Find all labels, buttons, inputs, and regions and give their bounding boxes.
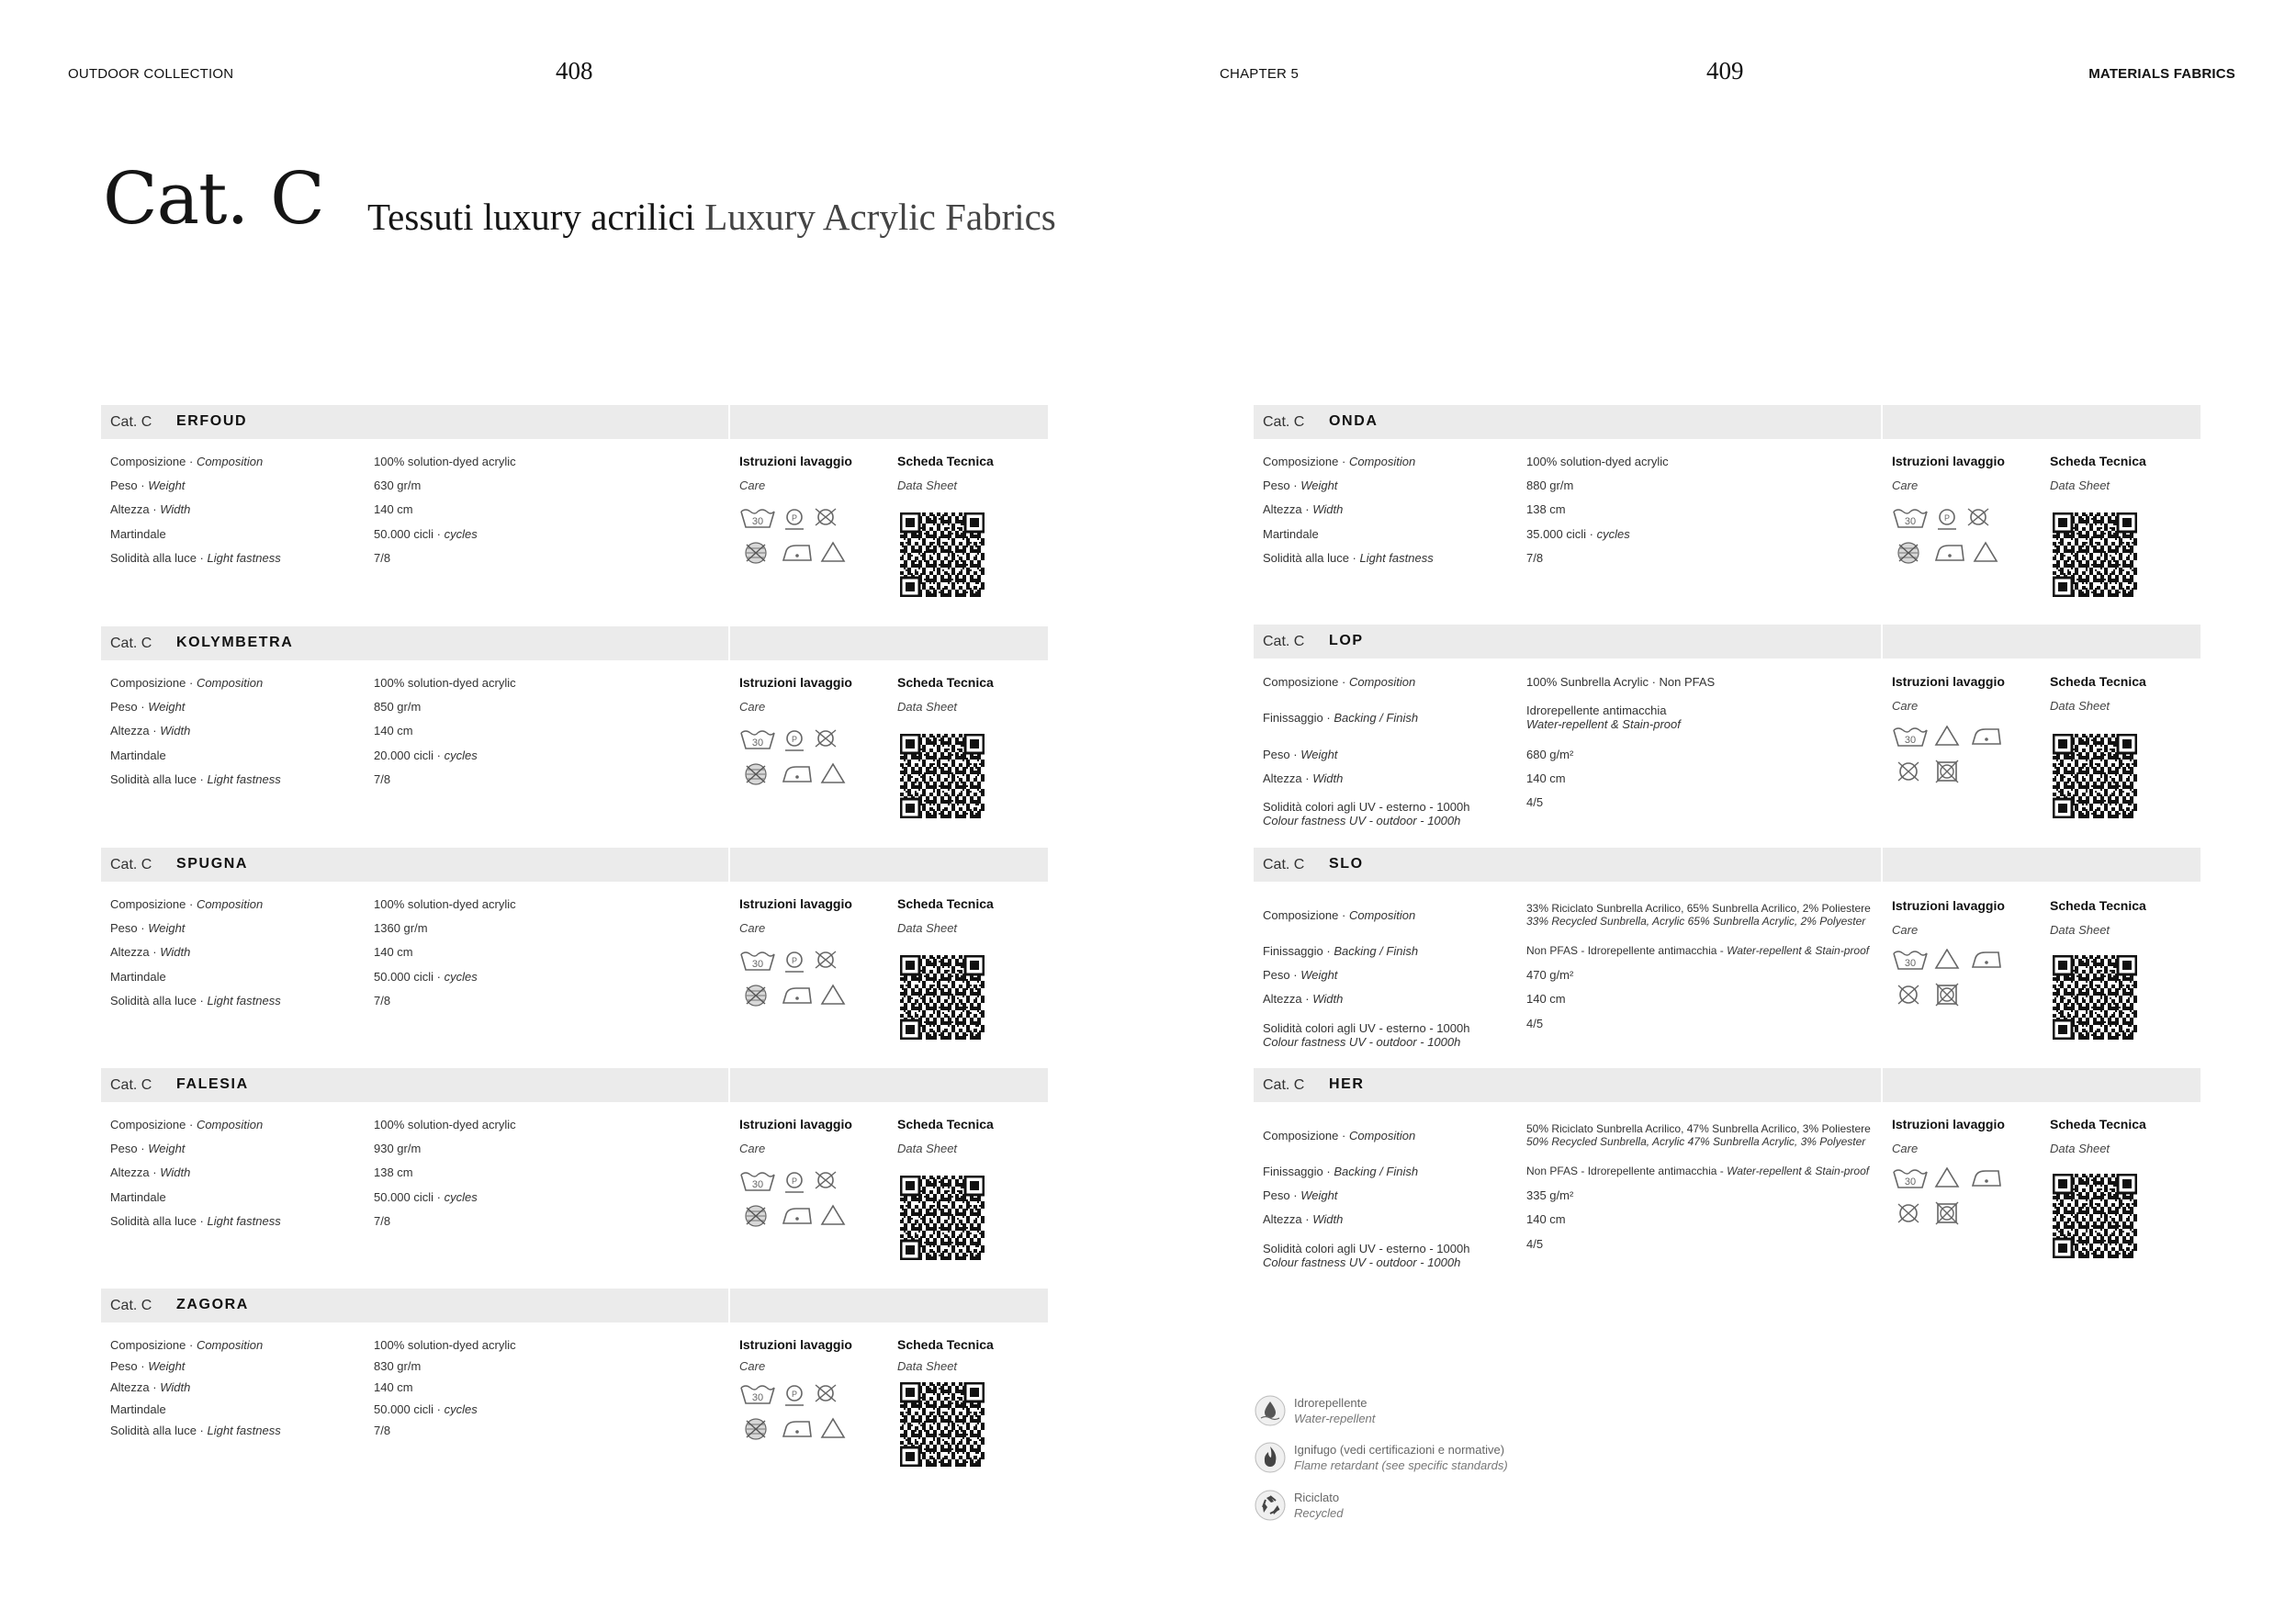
data-sheet-subtitle: Data Sheet [2050, 699, 2110, 713]
data-sheet-title: Scheda Tecnica [2050, 674, 2146, 689]
care-title: Istruzioni lavaggio [739, 1117, 852, 1131]
data-sheet-subtitle: Data Sheet [2050, 923, 2110, 937]
value-weight: 830 gr/m [374, 1359, 422, 1373]
fabric-category: Cat. C [110, 1077, 152, 1093]
svg-text:P: P [791, 735, 798, 744]
data-sheet-subtitle: Data Sheet [897, 1142, 958, 1155]
value-martindale: 50.000 cicli · cycles [374, 1402, 478, 1416]
label-weight: Peso · Weight [110, 1359, 186, 1373]
value-martindale: 35.000 cicli · cycles [1526, 527, 1630, 541]
label-weight: Peso · Weight [1263, 748, 1338, 761]
value-finish: Non PFAS - Idrorepellente antimacchia - Water-repellent & Stain-proof [1526, 944, 1870, 957]
value-weight: 850 gr/m [374, 700, 422, 714]
bleach-allowed-icon [822, 1206, 844, 1224]
svg-text:P: P [791, 1390, 798, 1399]
iron-low-icon [1973, 952, 2000, 967]
legend-item-water-repellent: Idrorepellente Water-repellent [1254, 1394, 1566, 1435]
label-composition: Composizione · Composition [1263, 1129, 1416, 1143]
fabric-header-bar [101, 405, 1048, 439]
subtitle-english: Luxury Acrylic Fabrics [704, 196, 1056, 238]
fabric-category: Cat. C [110, 857, 152, 872]
value-light-fastness: 7/8 [374, 994, 391, 1007]
care-subtitle: Care [1892, 478, 1919, 492]
svg-text:30: 30 [1904, 735, 1917, 746]
bleach-allowed-icon [1936, 1168, 1958, 1187]
dry-clean-p-icon [785, 1386, 804, 1405]
value-composition: 100% solution-dyed acrylic [1526, 455, 1669, 468]
legend-item-recycled: Riciclato Recycled [1254, 1489, 1566, 1529]
label-finish: Finissaggio · Backing / Finish [1263, 711, 1419, 725]
do-not-bleach-icon [1898, 543, 1919, 563]
do-not-tumble-dry-icon [1898, 985, 1919, 1004]
care-subtitle: Care [739, 700, 766, 714]
do-not-tumble-dry-icon [1898, 1204, 1919, 1222]
data-sheet-subtitle: Data Sheet [2050, 478, 2110, 492]
page-number-left: 408 [556, 57, 593, 84]
care-icons [1892, 726, 2011, 786]
wash-30-icon [1894, 510, 1927, 527]
page-title: Cat. C [103, 158, 324, 241]
data-sheet-title: Scheda Tecnica [2050, 898, 2146, 913]
care-subtitle: Care [1892, 923, 1919, 937]
value-composition: 100% solution-dyed acrylic [374, 1338, 516, 1352]
fabric-header-bar [1254, 848, 2200, 882]
fabric-name: ONDA [1329, 413, 1379, 429]
do-not-bleach-icon [746, 764, 766, 784]
value-uv-fastness: 4/5 [1526, 1017, 1544, 1030]
svg-text:P: P [791, 956, 798, 965]
value-martindale: 50.000 cicli · cycles [374, 970, 478, 984]
fabric-header-bar [1254, 625, 2200, 659]
care-icons [739, 507, 859, 568]
label-width: Altezza · Width [1263, 992, 1344, 1006]
label-width: Altezza · Width [110, 1165, 191, 1179]
fabric-name: FALESIA [176, 1076, 249, 1092]
label-martindale: Martindale [110, 1402, 166, 1416]
value-light-fastness: 7/8 [374, 1214, 391, 1228]
qr-code[interactable] [2053, 955, 2137, 1040]
label-light-fastness: Solidità alla luce · Light fastness [1263, 551, 1434, 565]
label-martindale: Martindale [110, 1190, 166, 1204]
value-uv-fastness: 4/5 [1526, 795, 1544, 809]
data-sheet-title: Scheda Tecnica [897, 896, 994, 911]
label-weight: Peso · Weight [1263, 478, 1338, 492]
value-composition: 100% solution-dyed acrylic [374, 897, 516, 911]
data-sheet-title: Scheda Tecnica [897, 1117, 994, 1131]
do-not-tumble-dry-icon [1898, 762, 1919, 781]
iron-low-icon [1936, 546, 1964, 560]
wash-30-icon [741, 731, 774, 749]
svg-text:30: 30 [751, 737, 764, 749]
wash-30-icon [1894, 728, 1927, 746]
value-width: 138 cm [374, 1165, 413, 1179]
care-icons [1892, 1167, 2011, 1228]
value-width: 140 cm [374, 502, 413, 516]
dry-clean-p-icon [785, 952, 804, 972]
recycle-icon [1254, 1489, 1287, 1522]
label-weight: Peso · Weight [110, 921, 186, 935]
wash-30-icon [1894, 1170, 1927, 1188]
fabric-card-onda [1254, 405, 2200, 607]
data-sheet-subtitle: Data Sheet [897, 921, 958, 935]
value-weight: 1360 gr/m [374, 921, 428, 935]
value-composition: 50% Riciclato Sunbrella Acrilico, 47% Sunbrella Acrilico, 3% Poliestere 50% Recycled Sunbrella, Acrylic 47% Sunbrella Acrylic, 3% Polyester [1526, 1122, 1871, 1148]
care-title: Istruzioni lavaggio [1892, 898, 2005, 913]
label-uv-fastness: Solidità colori agli UV - esterno - 1000h Colour fastness UV - outdoor - 1000h [1263, 800, 1470, 827]
page-number-right: 409 [1706, 57, 1744, 84]
fabric-card-kolymbetra [101, 626, 1048, 828]
iron-low-icon [1973, 729, 2000, 744]
do-not-tumble-dry-icon [816, 951, 836, 968]
value-light-fastness: 7/8 [374, 1424, 391, 1437]
value-weight: 630 gr/m [374, 478, 422, 492]
label-martindale: Martindale [110, 749, 166, 762]
svg-text:30: 30 [751, 1392, 764, 1403]
label-composition: Composizione · Composition [110, 676, 264, 690]
data-sheet-title: Scheda Tecnica [897, 1337, 994, 1352]
label-width: Altezza · Width [110, 1380, 191, 1394]
value-width: 140 cm [1526, 771, 1566, 785]
label-finish: Finissaggio · Backing / Finish [1263, 944, 1419, 958]
label-weight: Peso · Weight [110, 478, 186, 492]
wash-30-icon [741, 510, 774, 527]
label-light-fastness: Solidità alla luce · Light fastness [110, 994, 281, 1007]
care-subtitle: Care [739, 1142, 766, 1155]
fabric-header-bar [1254, 1068, 2200, 1102]
bleach-allowed-icon [1975, 543, 1997, 561]
care-icons [739, 1383, 859, 1444]
data-sheet-title: Scheda Tecnica [2050, 454, 2146, 468]
label-weight: Peso · Weight [1263, 1188, 1338, 1202]
label-composition: Composizione · Composition [110, 455, 264, 468]
qr-code[interactable] [900, 512, 985, 597]
value-finish: Idrorepellente antimacchia Water-repellent & Stain-proof [1526, 704, 1681, 731]
label-composition: Composizione · Composition [110, 1118, 264, 1131]
label-width: Altezza · Width [110, 945, 191, 959]
wash-30-icon [741, 952, 774, 970]
care-title: Istruzioni lavaggio [1892, 1117, 2005, 1131]
svg-text:P: P [791, 1176, 798, 1186]
bleach-allowed-icon [822, 764, 844, 782]
label-light-fastness: Solidità alla luce · Light fastness [110, 772, 281, 786]
fabric-card-lop [1254, 625, 2200, 836]
do-not-tumble-dry-icon [816, 1385, 836, 1401]
do-not-tumble-dry-icon [1968, 509, 1988, 525]
dry-clean-p-icon [785, 510, 804, 529]
care-title: Istruzioni lavaggio [739, 896, 852, 911]
label-martindale: Martindale [1263, 527, 1319, 541]
svg-text:P: P [791, 513, 798, 523]
label-composition: Composizione · Composition [110, 897, 264, 911]
fabric-card-her [1254, 1068, 2200, 1279]
value-width: 140 cm [374, 1380, 413, 1394]
qr-code[interactable] [900, 1176, 985, 1260]
water-drop-icon [1254, 1394, 1287, 1427]
do-not-tumble-dry-icon [816, 509, 836, 525]
do-not-dry-clean-icon [1936, 984, 1958, 1006]
label-finish: Finissaggio · Backing / Finish [1263, 1165, 1419, 1178]
qr-code[interactable] [2053, 734, 2137, 818]
data-sheet-title: Scheda Tecnica [897, 675, 994, 690]
svg-text:30: 30 [751, 959, 764, 970]
value-width: 140 cm [1526, 1212, 1566, 1226]
value-width: 140 cm [374, 945, 413, 959]
do-not-bleach-icon [746, 985, 766, 1006]
wash-30-icon [741, 1173, 774, 1190]
data-sheet-title: Scheda Tecnica [2050, 1117, 2146, 1131]
label-width: Altezza · Width [110, 502, 191, 516]
value-weight: 470 g/m² [1526, 968, 1574, 982]
iron-low-icon [783, 767, 811, 782]
do-not-dry-clean-icon [1936, 1202, 1958, 1224]
do-not-bleach-icon [746, 1206, 766, 1226]
value-width: 140 cm [374, 724, 413, 737]
value-width: 138 cm [1526, 502, 1566, 516]
fabric-name: ZAGORA [176, 1297, 249, 1312]
care-icons [739, 728, 859, 789]
value-martindale: 20.000 cicli · cycles [374, 749, 478, 762]
qr-code[interactable] [2053, 512, 2137, 597]
label-uv-fastness: Solidità colori agli UV - esterno - 1000h Colour fastness UV - outdoor - 1000h [1263, 1242, 1470, 1269]
svg-text:30: 30 [1904, 1176, 1917, 1188]
bleach-allowed-icon [822, 1419, 844, 1437]
data-sheet-title: Scheda Tecnica [897, 454, 994, 468]
fabric-name: SLO [1329, 856, 1364, 872]
svg-text:30: 30 [751, 1179, 764, 1190]
fabric-card-erfoud [101, 405, 1048, 607]
fabric-category: Cat. C [1263, 1077, 1305, 1093]
qr-code[interactable] [900, 1382, 985, 1467]
dry-clean-p-icon [785, 731, 804, 750]
label-width: Altezza · Width [110, 724, 191, 737]
care-title: Istruzioni lavaggio [1892, 674, 2005, 689]
fabric-category: Cat. C [1263, 414, 1305, 430]
care-subtitle: Care [1892, 699, 1919, 713]
dry-clean-p-icon [1938, 510, 1956, 529]
header-section-right: MATERIALS FABRICS [2088, 66, 2235, 82]
value-weight: 335 g/m² [1526, 1188, 1574, 1202]
fabric-category: Cat. C [1263, 857, 1305, 872]
wash-30-icon [741, 1386, 774, 1403]
care-title: Istruzioni lavaggio [1892, 454, 2005, 468]
value-light-fastness: 7/8 [374, 772, 391, 786]
value-composition: 100% solution-dyed acrylic [374, 676, 516, 690]
qr-code[interactable] [900, 955, 985, 1040]
fabric-header-bar [101, 1068, 1048, 1102]
value-light-fastness: 7/8 [374, 551, 391, 565]
label-light-fastness: Solidità alla luce · Light fastness [110, 551, 281, 565]
value-finish: Non PFAS - Idrorepellente antimacchia - Water-repellent & Stain-proof [1526, 1165, 1870, 1177]
data-sheet-subtitle: Data Sheet [897, 1359, 958, 1373]
care-title: Istruzioni lavaggio [739, 454, 852, 468]
iron-low-icon [783, 1209, 811, 1223]
care-subtitle: Care [739, 478, 766, 492]
data-sheet-subtitle: Data Sheet [897, 478, 958, 492]
fabric-name: HER [1329, 1076, 1365, 1092]
page-subtitle [367, 195, 1056, 239]
iron-low-icon [783, 988, 811, 1003]
care-icons [739, 950, 859, 1010]
do-not-tumble-dry-icon [816, 730, 836, 747]
care-icons [1892, 507, 2011, 568]
bleach-allowed-icon [822, 985, 844, 1004]
dry-clean-p-icon [785, 1173, 804, 1192]
iron-low-icon [1973, 1171, 2000, 1186]
value-weight: 880 gr/m [1526, 478, 1574, 492]
label-composition: Composizione · Composition [110, 1338, 264, 1352]
fabric-card-slo [1254, 848, 2200, 1059]
do-not-bleach-icon [746, 543, 766, 563]
label-uv-fastness: Solidità colori agli UV - esterno - 1000h Colour fastness UV - outdoor - 1000h [1263, 1021, 1470, 1049]
qr-code[interactable] [2053, 1174, 2137, 1258]
fabric-header-bar [1254, 405, 2200, 439]
label-composition: Composizione · Composition [1263, 455, 1416, 468]
fabric-header-bar [101, 1289, 1048, 1323]
fabric-category: Cat. C [110, 636, 152, 651]
label-martindale: Martindale [110, 527, 166, 541]
care-subtitle: Care [739, 921, 766, 935]
value-martindale: 50.000 cicli · cycles [374, 527, 478, 541]
value-weight: 680 g/m² [1526, 748, 1574, 761]
label-width: Altezza · Width [1263, 502, 1344, 516]
qr-code[interactable] [900, 734, 985, 818]
svg-text:P: P [1943, 513, 1951, 523]
label-light-fastness: Solidità alla luce · Light fastness [110, 1424, 281, 1437]
data-sheet-subtitle: Data Sheet [897, 700, 958, 714]
fabric-name: SPUGNA [176, 856, 249, 872]
iron-low-icon [783, 546, 811, 560]
fabric-card-spugna [101, 848, 1048, 1050]
fabric-header-bar [101, 848, 1048, 882]
label-width: Altezza · Width [1263, 771, 1344, 785]
subtitle-italian: Tessuti luxury acrilici [367, 196, 695, 238]
bleach-allowed-icon [1936, 950, 1958, 968]
do-not-dry-clean-icon [1936, 760, 1958, 782]
care-subtitle: Care [1892, 1142, 1919, 1155]
care-icons [739, 1170, 859, 1231]
bleach-allowed-icon [822, 543, 844, 561]
fabric-header-bar [101, 626, 1048, 660]
wash-30-icon [1894, 951, 1927, 969]
care-title: Istruzioni lavaggio [739, 1337, 852, 1352]
care-title: Istruzioni lavaggio [739, 675, 852, 690]
fabric-name: ERFOUD [176, 413, 248, 429]
do-not-tumble-dry-icon [816, 1172, 836, 1188]
value-martindale: 50.000 cicli · cycles [374, 1190, 478, 1204]
care-subtitle: Care [739, 1359, 766, 1373]
value-weight: 930 gr/m [374, 1142, 422, 1155]
fabric-card-falesia [101, 1068, 1048, 1270]
value-composition: 100% solution-dyed acrylic [374, 1118, 516, 1131]
fabric-category: Cat. C [110, 414, 152, 430]
legend-item-flame-retardant: Ignifugo (vedi certificazioni e normative) Flame retardant (see specific standards) [1254, 1441, 1566, 1481]
value-uv-fastness: 4/5 [1526, 1237, 1544, 1251]
label-light-fastness: Solidità alla luce · Light fastness [110, 1214, 281, 1228]
label-composition: Composizione · Composition [1263, 908, 1416, 922]
bleach-allowed-icon [1936, 726, 1958, 745]
header-section-left: OUTDOOR COLLECTION [68, 66, 234, 82]
fabric-name: LOP [1329, 633, 1364, 648]
iron-low-icon [783, 1422, 811, 1436]
svg-text:30: 30 [751, 516, 764, 527]
svg-text:30: 30 [1904, 958, 1917, 969]
fabric-category: Cat. C [110, 1298, 152, 1313]
fabric-name: KOLYMBETRA [176, 635, 294, 650]
label-weight: Peso · Weight [110, 1142, 186, 1155]
fabric-category: Cat. C [1263, 634, 1305, 649]
care-icons [1892, 949, 2011, 1009]
fabric-card-zagora [101, 1289, 1048, 1491]
value-light-fastness: 7/8 [1526, 551, 1544, 565]
label-width: Altezza · Width [1263, 1212, 1344, 1226]
value-width: 140 cm [1526, 992, 1566, 1006]
label-weight: Peso · Weight [110, 700, 186, 714]
value-composition: 33% Riciclato Sunbrella Acrilico, 65% Sunbrella Acrilico, 2% Poliestere 33% Recycled Sunbrella, Acrylic 65% Sunbrella Acrylic, 2% Polyester [1526, 902, 1871, 928]
value-composition: 100% Sunbrella Acrylic · Non PFAS [1526, 675, 1716, 689]
header-chapter: CHAPTER 5 [1220, 66, 1299, 82]
do-not-bleach-icon [746, 1419, 766, 1439]
value-composition: 100% solution-dyed acrylic [374, 455, 516, 468]
flame-icon [1254, 1441, 1287, 1474]
label-weight: Peso · Weight [1263, 968, 1338, 982]
svg-text:30: 30 [1904, 516, 1917, 527]
label-composition: Composizione · Composition [1263, 675, 1416, 689]
label-martindale: Martindale [110, 970, 166, 984]
data-sheet-subtitle: Data Sheet [2050, 1142, 2110, 1155]
